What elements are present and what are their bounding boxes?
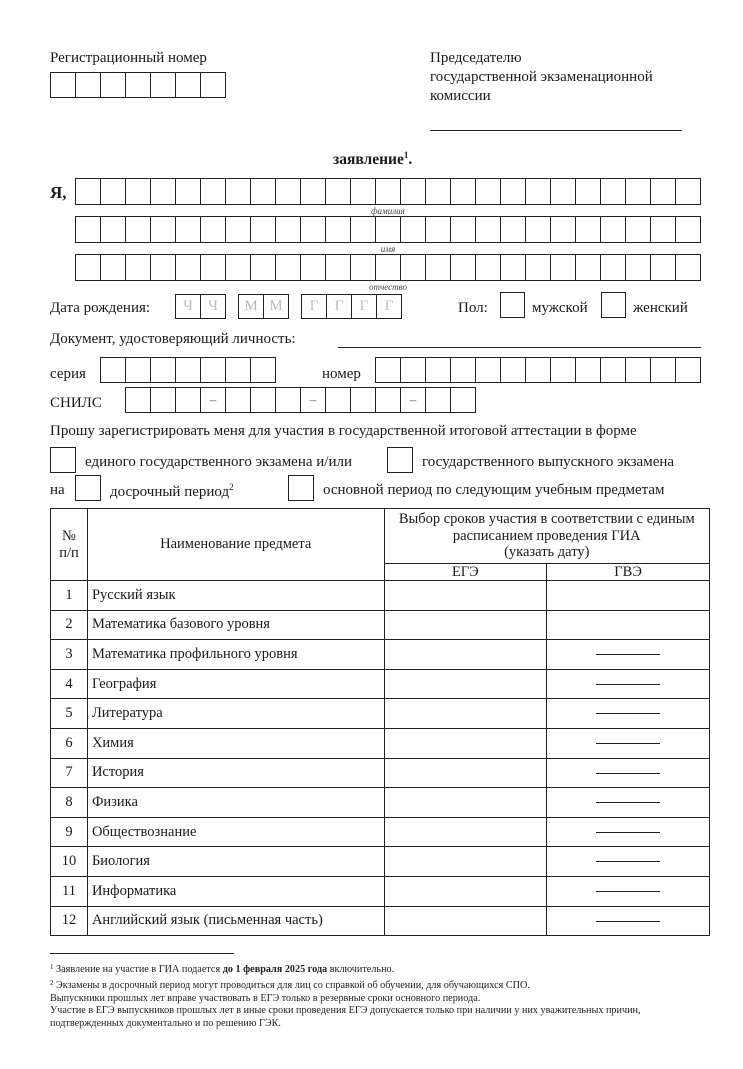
subject-row: [51, 581, 710, 611]
snils-label: СНИЛС: [50, 395, 102, 411]
snils-cell[interactable]: [251, 388, 276, 412]
snils-cell: [401, 388, 426, 412]
main-period-checkbox[interactable]: [288, 475, 314, 501]
number-cell[interactable]: [651, 358, 676, 382]
identity-document-line[interactable]: [338, 347, 701, 348]
birth-month-cell[interactable]: М: [239, 295, 264, 318]
col-header-subject: Наименование предмета: [87, 509, 384, 581]
not-applicable-dash: [596, 802, 660, 803]
name-letter-cell[interactable]: [451, 179, 476, 204]
subject-name: Математика профильного уровня: [87, 640, 384, 670]
birth-year-cell[interactable]: Г: [377, 295, 402, 318]
not-applicable-dash: [596, 743, 660, 744]
surname-caption: фамилия: [371, 206, 405, 216]
birth-year-cell[interactable]: Г: [327, 295, 352, 318]
document-title: [333, 151, 412, 168]
title-text: заявление: [333, 151, 404, 169]
name-letter-cell[interactable]: [651, 217, 676, 242]
reg-number-cell[interactable]: [126, 73, 151, 97]
series-field[interactable]: [100, 357, 276, 383]
name-letter-cell[interactable]: [276, 217, 301, 242]
name-letter-cell[interactable]: [426, 217, 451, 242]
gender-label: Пол:: [458, 300, 488, 316]
ege-date-cell[interactable]: [384, 817, 547, 847]
name-letter-cell[interactable]: [151, 217, 176, 242]
gve-option-label: государственного выпускного экзамена: [422, 454, 675, 470]
number-cell[interactable]: [401, 358, 426, 382]
snils-cell[interactable]: [176, 388, 201, 412]
applicant-prefix: Я,: [50, 183, 67, 202]
name-letter-cell[interactable]: [376, 255, 401, 280]
not-applicable-dash: [596, 684, 660, 685]
series-cell[interactable]: [101, 358, 126, 382]
early-period-text: досрочный период: [110, 484, 230, 500]
subject-row: [51, 788, 710, 818]
period-prefix: на: [50, 482, 65, 498]
footnote-1-mark: 1: [50, 963, 54, 971]
name-letter-cell[interactable]: [151, 179, 176, 204]
name-letter-cell[interactable]: [101, 179, 126, 204]
early-period-checkbox[interactable]: [75, 475, 101, 501]
gender-female-label: женский: [633, 300, 688, 316]
name-letter-cell[interactable]: [676, 217, 701, 242]
reg-number-field[interactable]: [50, 72, 226, 98]
subject-name: Литература: [87, 699, 384, 729]
snils-cell[interactable]: [351, 388, 376, 412]
reg-number-cell[interactable]: [76, 73, 101, 97]
subject-number: 2: [51, 610, 88, 640]
gve-not-available-cell: [547, 847, 710, 877]
surname-field[interactable]: [75, 178, 701, 205]
schedule-header-line3: (указать дату): [504, 544, 590, 561]
name-letter-cell[interactable]: [226, 179, 251, 204]
subject-number: 8: [51, 788, 88, 818]
series-cell[interactable]: [251, 358, 276, 382]
footnote-2-text: Экзамены в досрочный период могут проводиться для лиц со справкой об обучении, для обучающихся СПО.: [56, 979, 530, 991]
addressee-name-line[interactable]: [430, 130, 682, 131]
birth-day-field[interactable]: [175, 294, 226, 319]
name-letter-cell[interactable]: [476, 255, 501, 280]
gve-not-available-cell: [547, 728, 710, 758]
ege-date-cell[interactable]: [384, 876, 547, 906]
name-letter-cell[interactable]: [626, 255, 651, 280]
birth-day-cell[interactable]: Ч: [201, 295, 226, 318]
name-letter-cell[interactable]: [501, 255, 526, 280]
number-cell[interactable]: [676, 358, 701, 382]
not-applicable-dash: [596, 891, 660, 892]
gve-not-available-cell: [547, 669, 710, 699]
subject-name: География: [87, 669, 384, 699]
patronymic-field[interactable]: [75, 254, 701, 281]
number-label: номер: [322, 366, 361, 382]
series-cell[interactable]: [201, 358, 226, 382]
subject-number: 10: [51, 847, 88, 877]
name-letter-cell[interactable]: [76, 217, 101, 242]
name-letter-cell[interactable]: [326, 179, 351, 204]
footnote-1-text-before: Заявление на участие в ГИА подается: [56, 964, 223, 975]
name-letter-cell[interactable]: [76, 255, 101, 280]
name-letter-cell[interactable]: [251, 179, 276, 204]
col-header-num: [51, 509, 88, 581]
series-cell[interactable]: [176, 358, 201, 382]
gve-not-available-cell: [547, 788, 710, 818]
name-letter-cell[interactable]: [301, 179, 326, 204]
name-letter-cell[interactable]: [176, 255, 201, 280]
first-name-field[interactable]: [75, 216, 701, 243]
gender-female-checkbox[interactable]: [601, 292, 626, 318]
snils-cell[interactable]: [226, 388, 251, 412]
name-letter-cell[interactable]: [151, 255, 176, 280]
gve-date-cell[interactable]: [547, 610, 710, 640]
number-cell[interactable]: [601, 358, 626, 382]
addressee-line-1: Председателю: [430, 50, 522, 66]
patronymic-caption: отчество: [369, 282, 407, 292]
name-letter-cell[interactable]: [76, 179, 101, 204]
name-letter-cell[interactable]: [401, 217, 426, 242]
subject-number: 5: [51, 699, 88, 729]
name-letter-cell[interactable]: [451, 217, 476, 242]
reg-number-cell[interactable]: [51, 73, 76, 97]
ege-date-cell[interactable]: [384, 669, 547, 699]
number-cell[interactable]: [526, 358, 551, 382]
early-period-footnote-mark: 2: [229, 482, 234, 492]
name-letter-cell[interactable]: [551, 255, 576, 280]
col-header-gve: ГВЭ: [547, 564, 710, 581]
name-letter-cell[interactable]: [476, 179, 501, 204]
ege-date-cell[interactable]: [384, 728, 547, 758]
name-letter-cell[interactable]: [251, 217, 276, 242]
name-letter-cell[interactable]: [676, 179, 701, 204]
ege-date-cell[interactable]: [384, 847, 547, 877]
name-letter-cell[interactable]: [351, 217, 376, 242]
series-cell[interactable]: [126, 358, 151, 382]
not-applicable-dash: [596, 832, 660, 833]
name-letter-cell[interactable]: [226, 217, 251, 242]
reg-number-cell[interactable]: [201, 73, 226, 97]
subject-row: [51, 876, 710, 906]
birth-month-field[interactable]: [238, 294, 289, 319]
subject-number: 11: [51, 876, 88, 906]
series-cell[interactable]: [226, 358, 251, 382]
snils-cell[interactable]: [451, 388, 476, 412]
subject-number: 6: [51, 728, 88, 758]
request-text: Прошу зарегистрировать меня для участия в государственной итоговой аттестации в форме: [50, 423, 637, 439]
subject-name: Биология: [87, 847, 384, 877]
gve-checkbox[interactable]: [387, 447, 413, 473]
name-letter-cell[interactable]: [576, 217, 601, 242]
early-period-label: [110, 483, 234, 500]
name-letter-cell[interactable]: [101, 217, 126, 242]
snils-cell[interactable]: [126, 388, 151, 412]
subjects-table: [50, 508, 710, 936]
name-letter-cell[interactable]: [576, 179, 601, 204]
gender-male-label: мужской: [532, 300, 588, 316]
name-letter-cell[interactable]: [476, 217, 501, 242]
ege-date-cell[interactable]: [384, 758, 547, 788]
subject-name: Химия: [87, 728, 384, 758]
footnote-note-2: Участие в ЕГЭ выпускников прошлых лет в иные сроки проведения ЕГЭ допускается только при наличии у них уважительных причин, подтвержденных документально и по решению ГЭК.: [50, 1005, 641, 1030]
name-letter-cell[interactable]: [626, 179, 651, 204]
birth-year-cell[interactable]: Г: [302, 295, 327, 318]
name-letter-cell[interactable]: [126, 217, 151, 242]
subject-row: [51, 758, 710, 788]
footnote-1-text-after: включительно.: [327, 964, 395, 975]
name-letter-cell[interactable]: [551, 179, 576, 204]
name-letter-cell[interactable]: [326, 255, 351, 280]
gve-not-available-cell: [547, 640, 710, 670]
subject-number: 7: [51, 758, 88, 788]
subject-row: [51, 906, 710, 936]
snils-cell[interactable]: [426, 388, 451, 412]
subject-row: [51, 669, 710, 699]
snils-cell: [201, 388, 226, 412]
addressee-line-3: комиссии: [430, 88, 491, 104]
subject-number: 4: [51, 669, 88, 699]
snils-cell[interactable]: [326, 388, 351, 412]
not-applicable-dash: [596, 713, 660, 714]
title-period: .: [408, 151, 413, 169]
birth-year-field[interactable]: [301, 294, 402, 319]
reg-number-cell[interactable]: [176, 73, 201, 97]
name-letter-cell[interactable]: [526, 255, 551, 280]
name-letter-cell[interactable]: [101, 255, 126, 280]
snils-cell: [301, 388, 326, 412]
name-letter-cell[interactable]: [251, 255, 276, 280]
name-letter-cell[interactable]: [176, 217, 201, 242]
schedule-header-line2: расписанием проведения ГИА: [452, 527, 641, 544]
name-letter-cell[interactable]: [401, 179, 426, 204]
identity-document-label: Документ, удостоверяющий личность:: [50, 331, 296, 347]
name-letter-cell[interactable]: [551, 217, 576, 242]
name-letter-cell[interactable]: [201, 179, 226, 204]
subject-name: Русский язык: [87, 581, 384, 611]
title-footnote-mark: 1: [403, 150, 409, 160]
name-letter-cell[interactable]: [176, 179, 201, 204]
subject-name: История: [87, 758, 384, 788]
footnote-1: [50, 961, 710, 977]
snils-cell[interactable]: [376, 388, 401, 412]
name-letter-cell[interactable]: [601, 217, 626, 242]
name-letter-cell[interactable]: [401, 255, 426, 280]
subject-name: Обществознание: [87, 817, 384, 847]
snils-cell[interactable]: [276, 388, 301, 412]
subject-number: 9: [51, 817, 88, 847]
first-name-caption: имя: [380, 244, 396, 254]
name-letter-cell[interactable]: [426, 179, 451, 204]
footnote-1-deadline: до 1 февраля 2025 года: [222, 964, 328, 975]
name-letter-cell[interactable]: [126, 179, 151, 204]
name-letter-cell[interactable]: [376, 217, 401, 242]
birth-day-cell[interactable]: Ч: [176, 295, 201, 318]
name-letter-cell[interactable]: [276, 179, 301, 204]
schedule-header-line1: Выбор сроков участия в соответствии с единым: [398, 510, 695, 527]
number-cell[interactable]: [501, 358, 526, 382]
gender-male-checkbox[interactable]: [500, 292, 525, 318]
not-applicable-dash: [596, 861, 660, 862]
name-letter-cell[interactable]: [651, 179, 676, 204]
not-applicable-dash: [596, 773, 660, 774]
number-cell[interactable]: [426, 358, 451, 382]
subject-row: [51, 610, 710, 640]
name-letter-cell[interactable]: [326, 217, 351, 242]
subject-name: Физика: [87, 788, 384, 818]
ege-date-cell[interactable]: [384, 906, 547, 936]
birth-date-label: Дата рождения:: [50, 300, 151, 316]
name-letter-cell[interactable]: [426, 255, 451, 280]
ege-date-cell[interactable]: [384, 610, 547, 640]
name-letter-cell[interactable]: [601, 179, 626, 204]
gve-not-available-cell: [547, 758, 710, 788]
name-letter-cell[interactable]: [576, 255, 601, 280]
name-letter-cell[interactable]: [351, 179, 376, 204]
subject-row: [51, 640, 710, 670]
footnote-2: [50, 977, 710, 993]
gve-not-available-cell: [547, 817, 710, 847]
subject-name: Информатика: [87, 876, 384, 906]
subject-row: [51, 817, 710, 847]
gve-not-available-cell: [547, 906, 710, 936]
snils-cell[interactable]: [151, 388, 176, 412]
name-letter-cell[interactable]: [601, 255, 626, 280]
footnotes: [50, 961, 710, 1031]
ege-date-cell[interactable]: [384, 699, 547, 729]
name-letter-cell[interactable]: [126, 255, 151, 280]
name-letter-cell[interactable]: [226, 255, 251, 280]
number-cell[interactable]: [626, 358, 651, 382]
name-letter-cell[interactable]: [526, 217, 551, 242]
name-letter-cell[interactable]: [526, 179, 551, 204]
name-letter-cell[interactable]: [201, 255, 226, 280]
footnote-2-mark: 2: [50, 978, 54, 987]
snils-field[interactable]: [125, 387, 476, 413]
col-header-num-line2: п/п: [59, 544, 79, 561]
gve-not-available-cell: [547, 876, 710, 906]
name-letter-cell[interactable]: [451, 255, 476, 280]
subject-number: 12: [51, 906, 88, 936]
subject-row: [51, 847, 710, 877]
name-letter-cell[interactable]: [626, 217, 651, 242]
name-letter-cell[interactable]: [501, 179, 526, 204]
number-field[interactable]: [375, 357, 701, 383]
number-cell[interactable]: [551, 358, 576, 382]
footnote-note-1: Выпускники прошлых лет вправе участвовать в ЕГЭ только в резервные сроки основного периода.: [50, 992, 481, 1004]
number-cell[interactable]: [576, 358, 601, 382]
col-header-ege: ЕГЭ: [384, 564, 547, 581]
name-letter-cell[interactable]: [351, 255, 376, 280]
addressee-line-2: государственной экзаменационной: [430, 69, 653, 85]
birth-year-cell[interactable]: Г: [352, 295, 377, 318]
reg-number-cell[interactable]: [101, 73, 126, 97]
subject-row: [51, 728, 710, 758]
subject-name: Математика базового уровня: [87, 610, 384, 640]
name-letter-cell[interactable]: [501, 217, 526, 242]
main-period-label: основной период по следующим учебным предметам: [323, 482, 665, 498]
series-cell[interactable]: [151, 358, 176, 382]
name-letter-cell[interactable]: [276, 255, 301, 280]
subject-number: 3: [51, 640, 88, 670]
subject-name: Английский язык (письменная часть): [87, 906, 384, 936]
number-cell[interactable]: [376, 358, 401, 382]
name-letter-cell[interactable]: [301, 255, 326, 280]
reg-number-cell[interactable]: [151, 73, 176, 97]
gve-date-cell[interactable]: [547, 581, 710, 611]
name-letter-cell[interactable]: [376, 179, 401, 204]
col-header-schedule: [384, 509, 710, 564]
birth-month-cell[interactable]: М: [264, 295, 289, 318]
ege-checkbox[interactable]: [50, 447, 76, 473]
name-letter-cell[interactable]: [201, 217, 226, 242]
ege-option-label: единого государственного экзамена и/или: [85, 454, 353, 470]
series-label: серия: [50, 366, 86, 382]
number-cell[interactable]: [476, 358, 501, 382]
not-applicable-dash: [596, 654, 660, 655]
subject-row: [51, 699, 710, 729]
ege-date-cell[interactable]: [384, 581, 547, 611]
reg-number-label: Регистрационный номер: [50, 50, 207, 66]
number-cell[interactable]: [451, 358, 476, 382]
not-applicable-dash: [596, 921, 660, 922]
gve-not-available-cell: [547, 699, 710, 729]
ege-date-cell[interactable]: [384, 788, 547, 818]
name-letter-cell[interactable]: [676, 255, 701, 280]
ege-date-cell[interactable]: [384, 640, 547, 670]
name-letter-cell[interactable]: [301, 217, 326, 242]
footnote-separator: [50, 953, 234, 954]
name-letter-cell[interactable]: [651, 255, 676, 280]
col-header-num-line1: №: [62, 527, 76, 544]
subject-number: 1: [51, 581, 88, 611]
